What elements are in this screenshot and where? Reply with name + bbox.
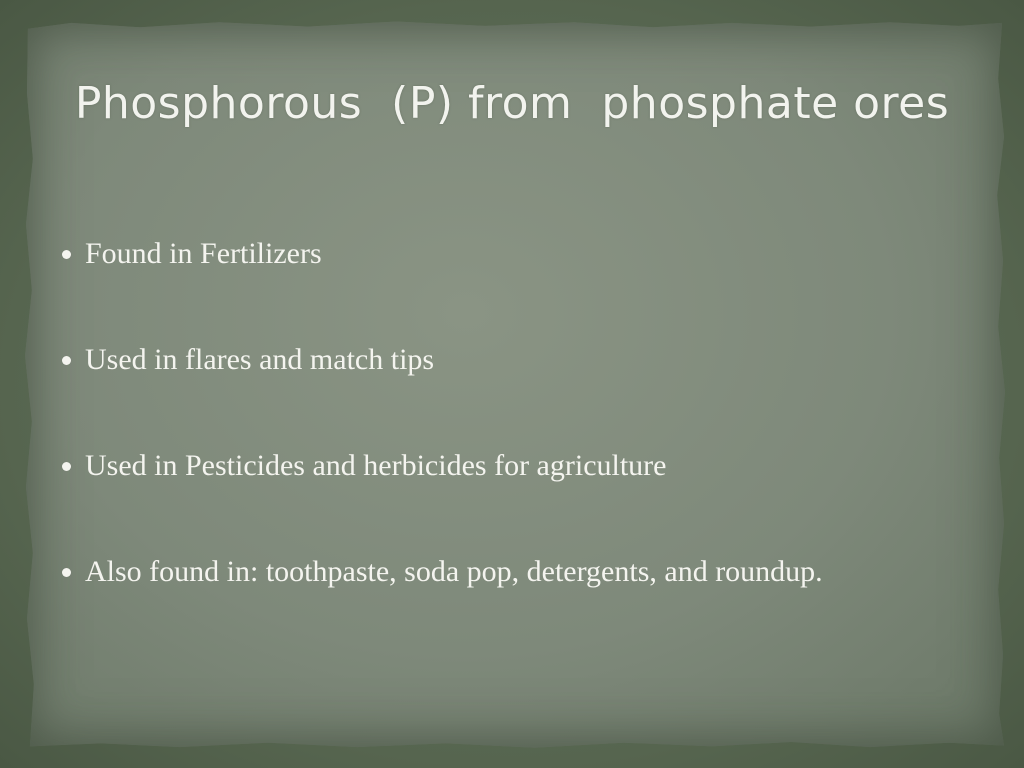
bullet-text: Used in Pesticides and herbicides for agriculture	[85, 449, 667, 482]
bullet-item	[62, 550, 902, 594]
bullet-text: Used in flares and match tips	[85, 343, 435, 376]
slide-title: Phosphorous (P) from phosphate ores	[74, 78, 950, 129]
bullet-list	[62, 232, 902, 594]
bullet-dot-icon	[62, 462, 71, 471]
bullet-item	[62, 338, 902, 382]
bullet-dot-icon	[62, 568, 71, 577]
bullet-item	[62, 444, 902, 488]
bullet-dot-icon	[62, 356, 71, 365]
bullet-text: Found in Fertilizers	[85, 237, 322, 270]
bullet-text: Also found in: toothpaste, soda pop, detergents, and roundup.	[85, 555, 823, 588]
bullet-dot-icon	[62, 250, 71, 259]
bullet-item	[62, 232, 902, 276]
